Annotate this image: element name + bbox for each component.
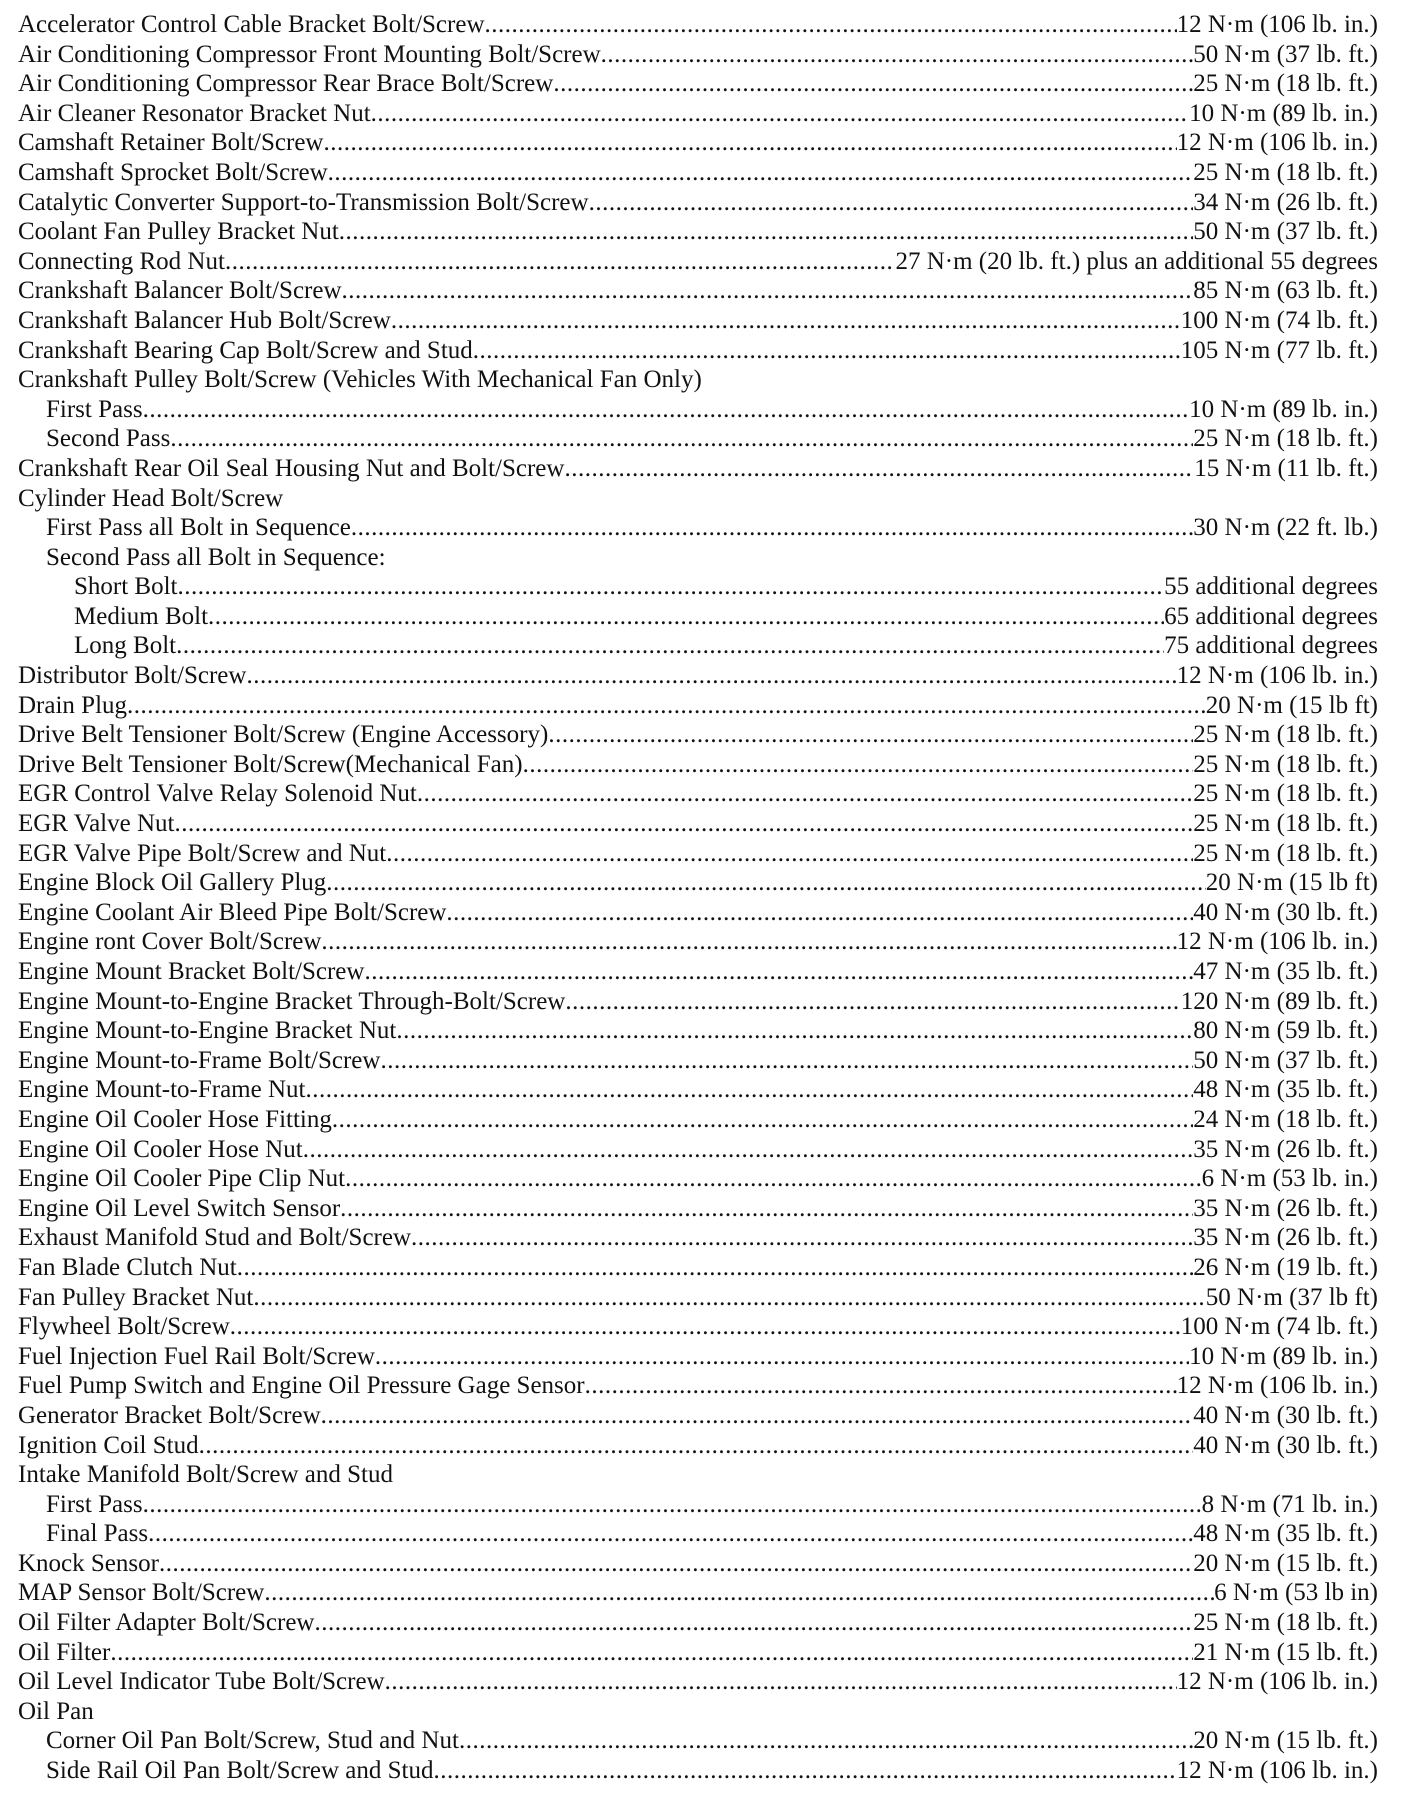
spec-row bbox=[18, 927, 1378, 957]
spec-value: 25 N·m (18 lb. ft.) bbox=[1193, 810, 1378, 838]
dot-leader bbox=[303, 1135, 1194, 1165]
spec-value: 8 N·m (71 lb. in.) bbox=[1201, 1490, 1378, 1518]
spec-row bbox=[18, 1578, 1378, 1608]
spec-label: Intake Manifold Bolt/Screw and Stud bbox=[18, 1461, 393, 1489]
spec-label: Engine Mount-to-Engine Bracket Through-Bolt/Screw bbox=[18, 987, 566, 1015]
spec-label: Oil Filter Adapter Bolt/Screw bbox=[18, 1609, 315, 1637]
spec-row bbox=[18, 1401, 1378, 1431]
dot-leader bbox=[342, 276, 1194, 306]
spec-label: Drive Belt Tensioner Bolt/Screw (Engine Accessory) bbox=[18, 721, 549, 749]
spec-value: 100 N·m (74 lb. ft.) bbox=[1180, 1313, 1378, 1341]
dot-leader bbox=[159, 1549, 1193, 1579]
dot-leader bbox=[314, 1608, 1193, 1638]
dot-leader bbox=[305, 1075, 1193, 1105]
spec-row bbox=[18, 484, 1378, 514]
spec-row bbox=[18, 1519, 1378, 1549]
spec-label: Flywheel Bolt/Screw bbox=[18, 1313, 230, 1341]
spec-row bbox=[18, 336, 1378, 366]
spec-label: Oil Pan bbox=[18, 1697, 94, 1725]
spec-row bbox=[18, 1549, 1378, 1579]
dot-leader bbox=[375, 1342, 1189, 1372]
spec-value: 34 N·m (26 lb. ft.) bbox=[1193, 188, 1378, 216]
spec-row bbox=[18, 750, 1378, 780]
spec-value: 50 N·m (37 lb ft) bbox=[1205, 1283, 1378, 1311]
spec-value: 6 N·m (53 lb in) bbox=[1214, 1579, 1378, 1607]
dot-leader bbox=[601, 40, 1194, 70]
spec-label: Air Conditioning Compressor Rear Brace Bolt/Screw bbox=[18, 70, 554, 98]
spec-value: 25 N·m (18 lb. ft.) bbox=[1193, 70, 1378, 98]
spec-row bbox=[18, 128, 1378, 158]
spec-value: 20 N·m (15 lb ft) bbox=[1205, 691, 1378, 719]
dot-leader bbox=[459, 1726, 1193, 1756]
dot-leader bbox=[237, 1253, 1194, 1283]
spec-value: 40 N·m (30 lb. ft.) bbox=[1193, 1431, 1378, 1459]
spec-value: 20 N·m (15 lb. ft.) bbox=[1193, 1727, 1378, 1755]
dot-leader bbox=[434, 1756, 1177, 1786]
spec-row bbox=[18, 1016, 1378, 1046]
dot-leader bbox=[246, 661, 1176, 691]
spec-label: Second Pass bbox=[46, 425, 171, 453]
spec-value: 12 N·m (106 lb. in.) bbox=[1176, 129, 1378, 157]
spec-value: 20 N·m (15 lb. ft.) bbox=[1193, 1549, 1378, 1577]
spec-value: 24 N·m (18 lb. ft.) bbox=[1193, 1105, 1378, 1133]
dot-leader bbox=[332, 1105, 1193, 1135]
spec-label: Air Cleaner Resonator Bracket Nut bbox=[18, 99, 371, 127]
spec-row bbox=[18, 1460, 1378, 1490]
spec-label: Fan Blade Clutch Nut bbox=[18, 1253, 237, 1281]
spec-label: Final Pass bbox=[46, 1520, 149, 1548]
spec-value: 35 N·m (26 lb. ft.) bbox=[1193, 1194, 1378, 1222]
spec-row bbox=[18, 1667, 1378, 1697]
spec-label: Oil Filter bbox=[18, 1638, 111, 1666]
dot-leader bbox=[364, 957, 1193, 987]
spec-row bbox=[18, 1756, 1378, 1786]
spec-row bbox=[18, 40, 1378, 70]
spec-row bbox=[18, 1371, 1378, 1401]
spec-label: Fuel Injection Fuel Rail Bolt/Screw bbox=[18, 1342, 375, 1370]
spec-label: Oil Level Indicator Tube Bolt/Screw bbox=[18, 1668, 385, 1696]
spec-row bbox=[18, 424, 1378, 454]
spec-value: 47 N·m (35 lb. ft.) bbox=[1193, 958, 1378, 985]
spec-value: 85 N·m (63 lb. ft.) bbox=[1193, 277, 1378, 305]
spec-label: Exhaust Manifold Stud and Bolt/Screw bbox=[18, 1224, 412, 1252]
spec-row bbox=[18, 661, 1378, 691]
dot-leader bbox=[321, 1401, 1194, 1431]
spec-label: Long Bolt bbox=[74, 632, 177, 660]
dot-leader bbox=[548, 720, 1193, 750]
spec-row bbox=[18, 306, 1378, 336]
spec-label: Knock Sensor bbox=[18, 1549, 159, 1577]
spec-value: 12 N·m (106 lb. in.) bbox=[1176, 662, 1378, 690]
spec-value: 27 N·m (20 lb. ft.) plus an additional 55 degrees bbox=[895, 247, 1378, 275]
spec-value: 12 N·m (106 lb. in.) bbox=[1176, 11, 1378, 38]
spec-value: 15 N·m (11 lb. ft.) bbox=[1194, 454, 1378, 482]
spec-value: 10 N·m (89 lb. in.) bbox=[1189, 1342, 1378, 1370]
dot-leader bbox=[143, 395, 1190, 425]
dot-leader bbox=[339, 217, 1194, 247]
dot-leader bbox=[264, 1578, 1214, 1608]
spec-label: Drive Belt Tensioner Bolt/Screw(Mechanical Fan) bbox=[18, 750, 523, 778]
spec-label: Engine Mount Bracket Bolt/Screw bbox=[18, 958, 365, 985]
spec-label: Crankshaft Balancer Bolt/Screw bbox=[18, 277, 342, 305]
spec-row bbox=[18, 1312, 1378, 1342]
spec-value: 40 N·m (30 lb. ft.) bbox=[1193, 898, 1378, 926]
dot-leader bbox=[178, 572, 1165, 602]
spec-row bbox=[18, 898, 1378, 928]
dot-leader bbox=[380, 1046, 1193, 1076]
dot-leader bbox=[127, 691, 1206, 721]
dot-leader bbox=[485, 10, 1177, 40]
dot-leader bbox=[385, 1667, 1177, 1697]
spec-label: Engine Mount-to-Frame Bolt/Screw bbox=[18, 1046, 381, 1074]
dot-leader bbox=[523, 750, 1194, 780]
spec-label: Engine Coolant Air Bleed Pipe Bolt/Screw bbox=[18, 898, 447, 926]
dot-leader bbox=[351, 513, 1193, 543]
spec-row bbox=[18, 513, 1378, 543]
spec-row bbox=[18, 720, 1378, 750]
spec-row bbox=[18, 1490, 1378, 1520]
spec-label: Coolant Fan Pulley Bracket Nut bbox=[18, 218, 339, 246]
spec-row bbox=[18, 1135, 1378, 1165]
spec-row bbox=[18, 1342, 1378, 1372]
dot-leader bbox=[208, 602, 1164, 632]
dot-leader bbox=[199, 1431, 1194, 1461]
dot-leader bbox=[391, 306, 1181, 336]
dot-leader bbox=[345, 1164, 1202, 1194]
spec-label: Generator Bracket Bolt/Screw bbox=[18, 1401, 321, 1429]
spec-label: Engine ront Cover Bolt/Screw bbox=[18, 928, 322, 956]
spec-value: 80 N·m (59 lb. ft.) bbox=[1193, 1017, 1378, 1045]
dot-leader bbox=[323, 128, 1176, 158]
dot-leader bbox=[321, 927, 1176, 957]
spec-row bbox=[18, 691, 1378, 721]
dot-leader bbox=[564, 454, 1194, 484]
spec-label: MAP Sensor Bolt/Screw bbox=[18, 1579, 265, 1607]
spec-label: Ignition Coil Stud bbox=[18, 1431, 199, 1459]
dot-leader bbox=[565, 987, 1180, 1017]
spec-row bbox=[18, 957, 1378, 987]
dot-leader bbox=[417, 779, 1193, 809]
spec-value: 10 N·m (89 lb. in.) bbox=[1189, 99, 1378, 127]
spec-label: Crankshaft Bearing Cap Bolt/Screw and Stud bbox=[18, 336, 473, 364]
spec-label: Side Rail Oil Pan Bolt/Screw and Stud bbox=[46, 1757, 434, 1785]
dot-leader bbox=[143, 1490, 1202, 1520]
spec-label: Engine Mount-to-Engine Bracket Nut bbox=[18, 1017, 397, 1045]
spec-label: Catalytic Converter Support-to-Transmission Bolt/Screw bbox=[18, 188, 589, 216]
dot-leader bbox=[386, 839, 1193, 869]
spec-row bbox=[18, 839, 1378, 869]
spec-row bbox=[18, 987, 1378, 1017]
spec-row bbox=[18, 247, 1378, 277]
spec-label: Engine Oil Cooler Hose Fitting bbox=[18, 1105, 332, 1133]
spec-value: 75 additional degrees bbox=[1164, 632, 1378, 660]
dot-leader bbox=[553, 69, 1193, 99]
spec-row bbox=[18, 454, 1378, 484]
spec-value: 26 N·m (19 lb. ft.) bbox=[1193, 1253, 1378, 1281]
spec-label: Engine Oil Cooler Hose Nut bbox=[18, 1135, 303, 1163]
dot-leader bbox=[148, 1519, 1193, 1549]
spec-label: Engine Block Oil Gallery Plug bbox=[18, 869, 327, 897]
spec-value: 120 N·m (89 lb. ft.) bbox=[1180, 987, 1378, 1015]
dot-leader bbox=[225, 247, 896, 277]
spec-row bbox=[18, 188, 1378, 218]
spec-value: 25 N·m (18 lb. ft.) bbox=[1193, 158, 1378, 186]
spec-row bbox=[18, 10, 1378, 40]
spec-row bbox=[18, 572, 1378, 602]
spec-row bbox=[18, 779, 1378, 809]
dot-leader bbox=[473, 336, 1181, 366]
spec-row bbox=[18, 631, 1378, 661]
spec-row bbox=[18, 217, 1378, 247]
dot-leader bbox=[110, 1638, 1193, 1668]
spec-row bbox=[18, 276, 1378, 306]
dot-leader bbox=[230, 1312, 1181, 1342]
spec-value: 35 N·m (26 lb. ft.) bbox=[1193, 1135, 1378, 1163]
spec-value: 20 N·m (15 lb ft) bbox=[1205, 869, 1378, 897]
torque-spec-list bbox=[18, 10, 1378, 1786]
spec-label: First Pass bbox=[46, 395, 143, 423]
spec-row bbox=[18, 1697, 1378, 1727]
spec-label: Engine Oil Level Switch Sensor bbox=[18, 1194, 341, 1222]
spec-row bbox=[18, 868, 1378, 898]
dot-leader bbox=[589, 188, 1194, 218]
spec-row bbox=[18, 1608, 1378, 1638]
spec-label: EGR Control Valve Relay Solenoid Nut bbox=[18, 780, 417, 808]
spec-row bbox=[18, 1638, 1378, 1668]
dot-leader bbox=[411, 1223, 1193, 1253]
spec-value: 12 N·m (106 lb. in.) bbox=[1176, 1372, 1378, 1400]
spec-row bbox=[18, 1046, 1378, 1076]
spec-value: 65 additional degrees bbox=[1164, 602, 1378, 630]
spec-label: First Pass bbox=[46, 1490, 143, 1518]
spec-row bbox=[18, 69, 1378, 99]
spec-row bbox=[18, 602, 1378, 632]
spec-row bbox=[18, 365, 1378, 395]
spec-value: 50 N·m (37 lb. ft.) bbox=[1193, 218, 1378, 246]
dot-leader bbox=[446, 898, 1193, 928]
spec-row bbox=[18, 1253, 1378, 1283]
spec-value: 10 N·m (89 lb. in.) bbox=[1189, 395, 1378, 423]
spec-value: 25 N·m (18 lb. ft.) bbox=[1193, 1609, 1378, 1637]
spec-label: Camshaft Retainer Bolt/Screw bbox=[18, 129, 324, 157]
spec-value: 55 additional degrees bbox=[1164, 573, 1378, 601]
spec-label: Crankshaft Rear Oil Seal Housing Nut and Bolt/Screw bbox=[18, 454, 565, 482]
spec-row bbox=[18, 1431, 1378, 1461]
spec-value: 105 N·m (77 lb. ft.) bbox=[1180, 336, 1378, 364]
spec-value: 12 N·m (106 lb. in.) bbox=[1176, 928, 1378, 956]
spec-label: EGR Valve Nut bbox=[18, 810, 175, 838]
spec-label: Air Conditioning Compressor Front Mounting Bolt/Screw bbox=[18, 40, 601, 68]
spec-row bbox=[18, 1194, 1378, 1224]
spec-value: 25 N·m (18 lb. ft.) bbox=[1193, 780, 1378, 808]
spec-value: 12 N·m (106 lb. in.) bbox=[1176, 1757, 1378, 1785]
dot-leader bbox=[340, 1194, 1193, 1224]
spec-row bbox=[18, 1075, 1378, 1105]
dot-leader bbox=[585, 1371, 1177, 1401]
spec-value: 6 N·m (53 lb. in.) bbox=[1201, 1165, 1378, 1193]
dot-leader bbox=[326, 868, 1206, 898]
spec-label: Accelerator Control Cable Bracket Bolt/Screw bbox=[18, 11, 485, 38]
spec-row bbox=[18, 809, 1378, 839]
dot-leader bbox=[371, 99, 1189, 129]
spec-row bbox=[18, 1105, 1378, 1135]
spec-label: Crankshaft Pulley Bolt/Screw (Vehicles With Mechanical Fan Only) bbox=[18, 366, 702, 394]
spec-value: 48 N·m (35 lb. ft.) bbox=[1193, 1076, 1378, 1104]
dot-leader bbox=[170, 424, 1193, 454]
spec-value: 50 N·m (37 lb. ft.) bbox=[1193, 40, 1378, 68]
spec-label: Camshaft Sprocket Bolt/Screw bbox=[18, 158, 328, 186]
dot-leader bbox=[328, 158, 1194, 188]
spec-value: 25 N·m (18 lb. ft.) bbox=[1193, 425, 1378, 453]
spec-label: Connecting Rod Nut bbox=[18, 247, 225, 275]
spec-label: Fan Pulley Bracket Nut bbox=[18, 1283, 254, 1311]
spec-label: Medium Bolt bbox=[74, 602, 209, 630]
spec-row bbox=[18, 1223, 1378, 1253]
spec-label: First Pass all Bolt in Sequence bbox=[46, 514, 351, 542]
spec-row bbox=[18, 1164, 1378, 1194]
spec-value: 25 N·m (18 lb. ft.) bbox=[1193, 721, 1378, 749]
spec-value: 100 N·m (74 lb. ft.) bbox=[1180, 306, 1378, 334]
spec-label: Cylinder Head Bolt/Screw bbox=[18, 484, 284, 512]
spec-row bbox=[18, 99, 1378, 129]
dot-leader bbox=[396, 1016, 1193, 1046]
spec-label: Second Pass all Bolt in Sequence: bbox=[46, 543, 386, 571]
dot-leader bbox=[174, 809, 1193, 839]
spec-value: 25 N·m (18 lb. ft.) bbox=[1193, 839, 1378, 867]
spec-value: 48 N·m (35 lb. ft.) bbox=[1193, 1520, 1378, 1548]
dot-leader bbox=[176, 631, 1164, 661]
spec-value: 25 N·m (18 lb. ft.) bbox=[1193, 750, 1378, 778]
spec-value: 21 N·m (15 lb. ft.) bbox=[1193, 1638, 1378, 1666]
dot-leader bbox=[253, 1283, 1205, 1313]
spec-value: 40 N·m (30 lb. ft.) bbox=[1193, 1401, 1378, 1429]
spec-label: Engine Oil Cooler Pipe Clip Nut bbox=[18, 1165, 346, 1193]
spec-value: 12 N·m (106 lb. in.) bbox=[1176, 1668, 1378, 1696]
spec-value: 50 N·m (37 lb. ft.) bbox=[1193, 1046, 1378, 1074]
spec-row bbox=[18, 158, 1378, 188]
spec-label: Drain Plug bbox=[18, 691, 128, 719]
spec-label: Fuel Pump Switch and Engine Oil Pressure Gage Sensor bbox=[18, 1372, 585, 1400]
spec-row bbox=[18, 395, 1378, 425]
spec-row bbox=[18, 543, 1378, 573]
spec-label: Engine Mount-to-Frame Nut bbox=[18, 1076, 306, 1104]
spec-label: EGR Valve Pipe Bolt/Screw and Nut bbox=[18, 839, 387, 867]
spec-label: Short Bolt bbox=[74, 573, 178, 601]
spec-label: Distributor Bolt/Screw bbox=[18, 662, 247, 690]
spec-value: 35 N·m (26 lb. ft.) bbox=[1193, 1224, 1378, 1252]
spec-row bbox=[18, 1726, 1378, 1756]
spec-label: Crankshaft Balancer Hub Bolt/Screw bbox=[18, 306, 391, 334]
spec-row bbox=[18, 1283, 1378, 1313]
spec-value: 30 N·m (22 ft. lb.) bbox=[1193, 514, 1378, 542]
spec-label: Corner Oil Pan Bolt/Screw, Stud and Nut bbox=[46, 1727, 459, 1755]
